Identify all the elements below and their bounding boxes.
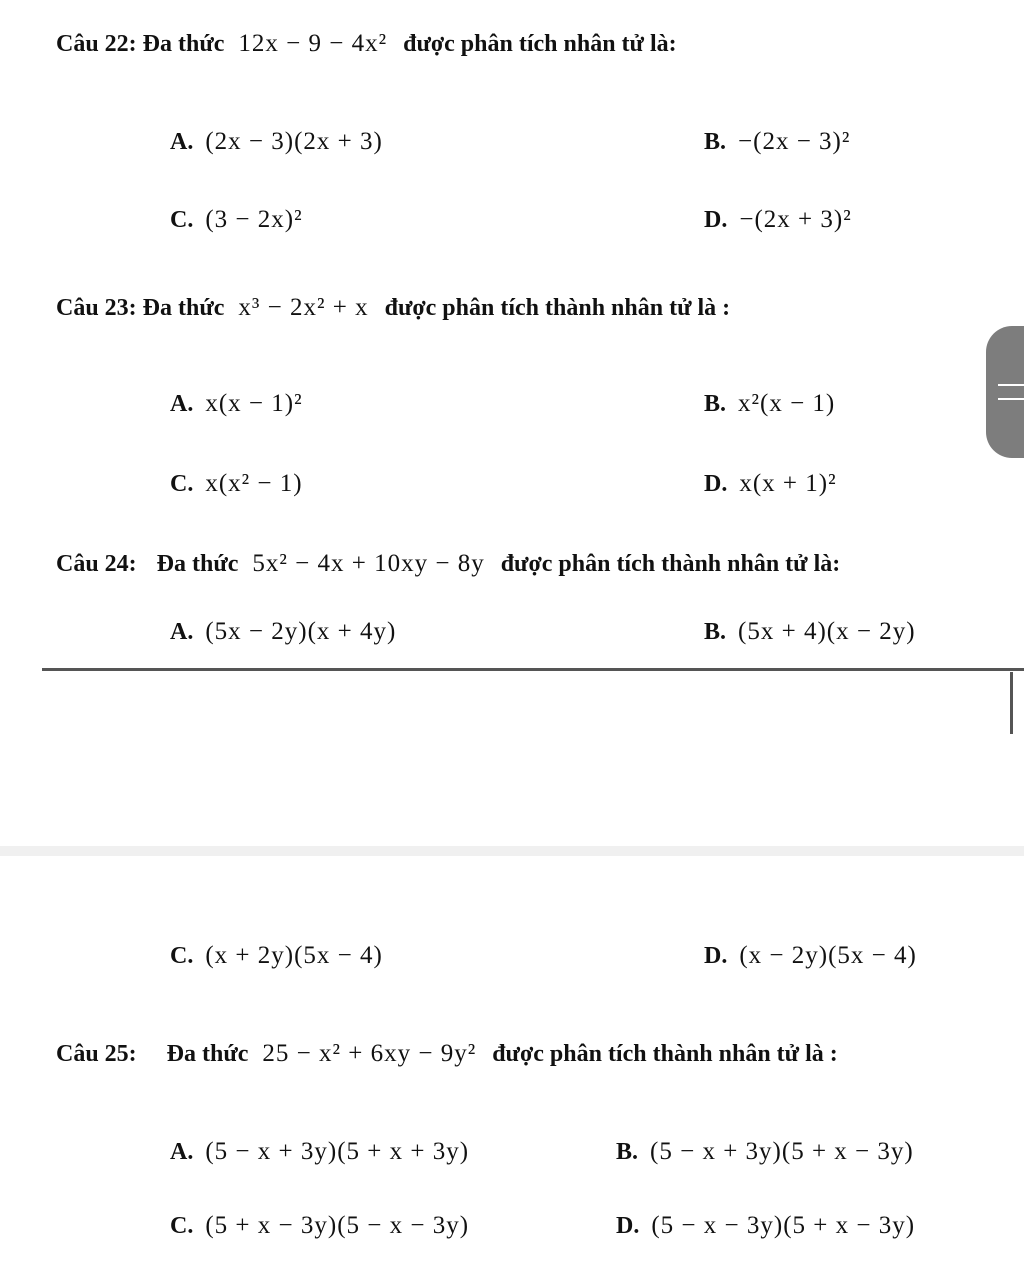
question-22 — [56, 30, 677, 58]
option-24-a[interactable]: A. (5x − 2y)(x + 4y) — [170, 618, 397, 645]
question-24 — [56, 550, 840, 578]
option-24-b[interactable]: B. (5x + 4)(x − 2y) — [704, 618, 916, 645]
drag-handle-icon[interactable] — [986, 326, 1024, 458]
option-23-c[interactable]: C. x(x² − 1) — [170, 470, 303, 497]
question-text: được phân tích nhân tử là: — [403, 31, 677, 57]
question-label: Câu 23: — [56, 295, 137, 321]
option-22-c[interactable]: C. (3 − 2x)² — [170, 206, 303, 233]
option-22-a[interactable]: A. (2x − 3)(2x + 3) — [170, 128, 383, 155]
question-label: Câu 22: — [56, 31, 137, 57]
question-label: Câu 24: — [56, 551, 137, 577]
question-polynomial: 5x² − 4x + 10xy − 8y — [252, 550, 485, 577]
option-23-b[interactable]: B. x²(x − 1) — [704, 390, 836, 417]
question-lead: Đa thức — [156, 551, 239, 577]
page-crop-edge — [1010, 672, 1013, 734]
handle-grip-line — [998, 384, 1024, 386]
option-22-d[interactable]: D. −(2x + 3)² — [704, 206, 852, 233]
question-23 — [56, 294, 730, 322]
option-23-a[interactable]: A. x(x − 1)² — [170, 390, 303, 417]
question-text: được phân tích thành nhân tử là: — [500, 551, 841, 577]
question-lead: Đa thức — [142, 31, 225, 57]
option-24-c[interactable]: C. (x + 2y)(5x − 4) — [170, 942, 383, 969]
question-25 — [56, 1040, 838, 1068]
handle-grip-line — [998, 398, 1024, 400]
question-label: Câu 25: — [56, 1041, 137, 1067]
question-text: được phân tích thành nhân tử là : — [492, 1041, 838, 1067]
question-text: được phân tích thành nhân tử là : — [384, 295, 731, 321]
page-separator — [0, 846, 1024, 856]
option-23-d[interactable]: D. x(x + 1)² — [704, 470, 837, 497]
option-25-d[interactable]: D. (5 − x − 3y)(5 + x − 3y) — [616, 1212, 916, 1239]
question-lead: Đa thức — [142, 295, 225, 321]
question-lead: Đa thức — [166, 1041, 249, 1067]
question-polynomial: 25 − x² + 6xy − 9y² — [262, 1040, 477, 1067]
option-22-b[interactable]: B. −(2x − 3)² — [704, 128, 851, 155]
option-25-c[interactable]: C. (5 + x − 3y)(5 − x − 3y) — [170, 1212, 470, 1239]
question-polynomial: x³ − 2x² + x — [238, 294, 369, 321]
question-polynomial: 12x − 9 − 4x² — [238, 30, 388, 57]
option-25-a[interactable]: A. (5 − x + 3y)(5 + x + 3y) — [170, 1138, 470, 1165]
option-25-b[interactable]: B. (5 − x + 3y)(5 + x − 3y) — [616, 1138, 914, 1165]
option-24-d[interactable]: D. (x − 2y)(5x − 4) — [704, 942, 917, 969]
page-crop-line — [42, 668, 1024, 671]
